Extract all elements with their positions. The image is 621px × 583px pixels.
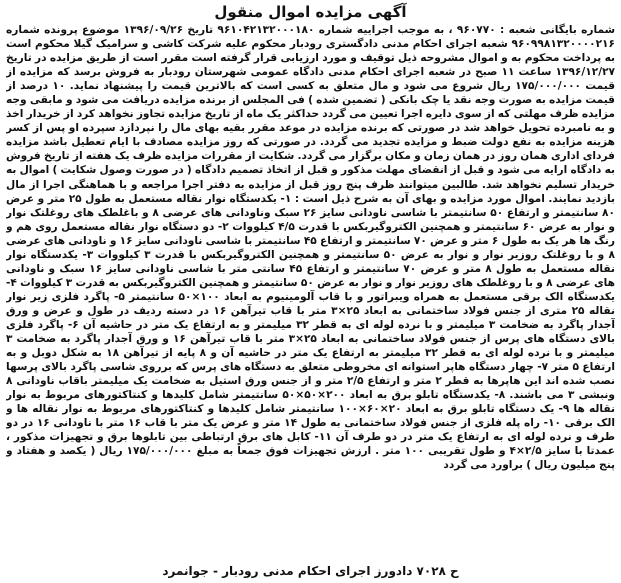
notice-footer: ح ۷۰۲۸ دادورز اجرای احکام مدنی رودبار - جوانمرد <box>162 564 459 578</box>
notice-body: شماره بایگانی شعبه : ۹۶۰۷۷۰ ، به موجب اجراییه شماره ۹۶۱۰۴۲۱۳۲۰۰۰۱۸۰ تاریخ ۱۳۹۶/۰۹/۲۶ موضوع پرونده شماره ۹۶۰۹۹۸۱۳۲۰۰۰۰۲۱۶ شعبه اجرای احکام مدنی دادگستری رودبار محکوم علیه شرکت کاشی و سرامیک گیلا محکوم است به پرداخت محکوم به و اموال مشروحه ذیل توقیف و مورد ارزیابی قرار گرفته است مقرر است از طریق مزایده در تاریخ ۱۳۹۶/۱۲/۲۷ ساعت ۱۱ صبح در شعبه اجرای احکام مدنی دادگاه عمومی شهرستان رودبار به فروش برسد که مزایده از قیمت ۱۷۵/۰۰۰/۰۰۰ ریال شروع می شود و مال متعلق به کسی است که بالاترین قیمت را پیشنهاد نماید. ۱۰ درصد از قیمت مزایده به صورت وجه نقد یا چک بانکی ( تضمین شده ) فی المجلس از برنده مزایده دریافت می شود و مابقی وجه مزایده ظرف مهلتی که از سوی دایره اجرا تعیین می گردد حداکثر یک ماه از تاریخ مزایده تجاوز نخواهد کرد از خریدار اخذ و به نامبرده تحویل خواهد شد در صورتی که برنده مزایده در موعد مقرر بقیه بهای مال را نپردازد سپرده او پس از کسر هزینه مزایده به نفع دولت ضبط و مزایده تجدید می گردد. در صورتی که روز مزایده مصادف با ایام تعطیل باشد مزایده فردای اداری همان روز در همان زمان و مکان برگزار می گردد. شکایت از مقررات مزایده ظرف یک هفته از تاریخ فروش به دادگاه ارایه می شود و قبل از انقضای مهلت مذکور و قبل از اتخاذ تصمیم دادگاه ( در صورت وصول شکایت ) اموال به خریدار تسلیم نخواهد شد. طالبین میتوانند ظرف پنج روز قبل از مزایده به دفتر اجرا مراجعه و با هماهنگی اجرا از مال بازدید نمایند. اموال مورد مزایده و بهای آن به شرح ذیل است : ۱- یکدستگاه نوار نقاله مستعمل به طول ۲۵ متر و عرض ۸۰ سانتیمتر و ارتفاع ۵۰ سانتیمتر با شاسی ناودانی سایز ۲۶ سبک وناودانی های عرضی ۸ و باغلطک های روغلتک نوار و نوار به عرض ۶۰ سانتیمتر و همچنین الکتروگیربکس با قدرت ۴/۵ کیلووات ۲- دو دستگاه نوار نقاله مستعمل روی هم و رنگ ها هر یک به طول ۶ متر و عرض ۷۰ سانتیمتر و ارتفاع ۴۵ سانتیمتر با شاسی ناودانی سایز ۱۶ و ناودانی های عرضی ۸ و با روغلتک روزیر نوار و نوار به عرض ۵۰ سانتیمتر و همچنین الکتروگیربکس با قدرت ۳ کیلووات ۳- یکدستگاه نوار نقاله مستعمل به طول ۸ متر و عرض ۷۰ سانتیمتر و ارتفاع ۴۵ سانتی متر با شاسی ناودانی سایز ۱۶ سبک و ناودانی های عرضی ۸ و با روغلطک های روزیر نوار و نوار به عرض ۵۰ سانتیمتر و همچنین الکتروگیربکس به قدرت ۳ کیلووات ۴- یکدستگاه الک برقی مستعمل به همراه ویبراتور و با قاب آلومینیوم به ابعاد ۱۰۰×۵۰ سانتیمتر ۵- پاگرد فلزی زیر نوار نقاله ۲۵ متری از جنس فولاد ساختمانی به ابعاد ۲۵×۳ متر با قاب تیرآهن ۱۶ در دسته ردیف در طول و عرض و ورق آجدار پاگرد به ضخامت ۳ میلیمتر و با نرده لوله ای به قطر ۳۲ میلیمتر و به ارتفاع یک متر در حاشیه آن ۶- پاگرد فلزی بالای دستگاه های پرس از جنس فولاد ساختمانی به ابعاد ۲۵×۳ متر با قاب تیرآهن ۱۶ و ورق آجدار پاگرد به ضخامت ۳ میلیمتر و با نرده لوله ای به قطر ۳۲ میلیمتر به ارتفاع یک متر در حاشیه آن و ۸ پایه از تیرآهن ۱۸ به شکل دوبل و به ارتفاع ۵ متر ۷- چهار دستگاه هاپر استوانه ای مخروطی متعلق به دستگاه های پرس که برروی شاسی پاگرد بالای پرسها نصب شده اند این هاپرها به قطر ۲ متر و ارتفاع ۲/۵ متر و از جنس ورق استیل به ضخامت یک میلیمتر باقاب ناودانی ۸ ونبشی ۳ می باشند. ۸- یکدستگاه تابلو برق به ابعاد ۲۰۰×۵۰×۵۰ سانتیمتر شامل کلیدها و کنتاکتورهای مربوط به نوار نقاله ها ۹- یک دستگاه تابلو برق به ابعاد ۲۰×۶۰×۱۰۰ سانتیمتر شامل کلیدها و کنتاکتورهای مربوط به نوار نقاله ها و الک برقی ۱۰- راه پله فلزی از جنس فولاد ساختمانی به طول ۱۴ متر و عرض یک متر با قاب ۱۶ متر با ناودانی ۱۶ در دو طرف و نرده لوله ای به ارتفاع یک متر در دو طرف آن ۱۱- کابل های برق ارتباطی بین تابلوها برق و تجهیزات مذکور ، عمدتا با سایز ۲/۵×۴ و طول تقریبی ۱۰۰ متر . ارزش تجهیزات فوق جمعاً به مبلغ ۱۷۵/۰۰۰/۰۰۰ ریال ( یکصد و هفتاد و پنج میلیون ریال ) براورد می گردد <box>6 24 615 472</box>
notice-title: آگهی مزایده اموال منقول <box>214 3 407 21</box>
